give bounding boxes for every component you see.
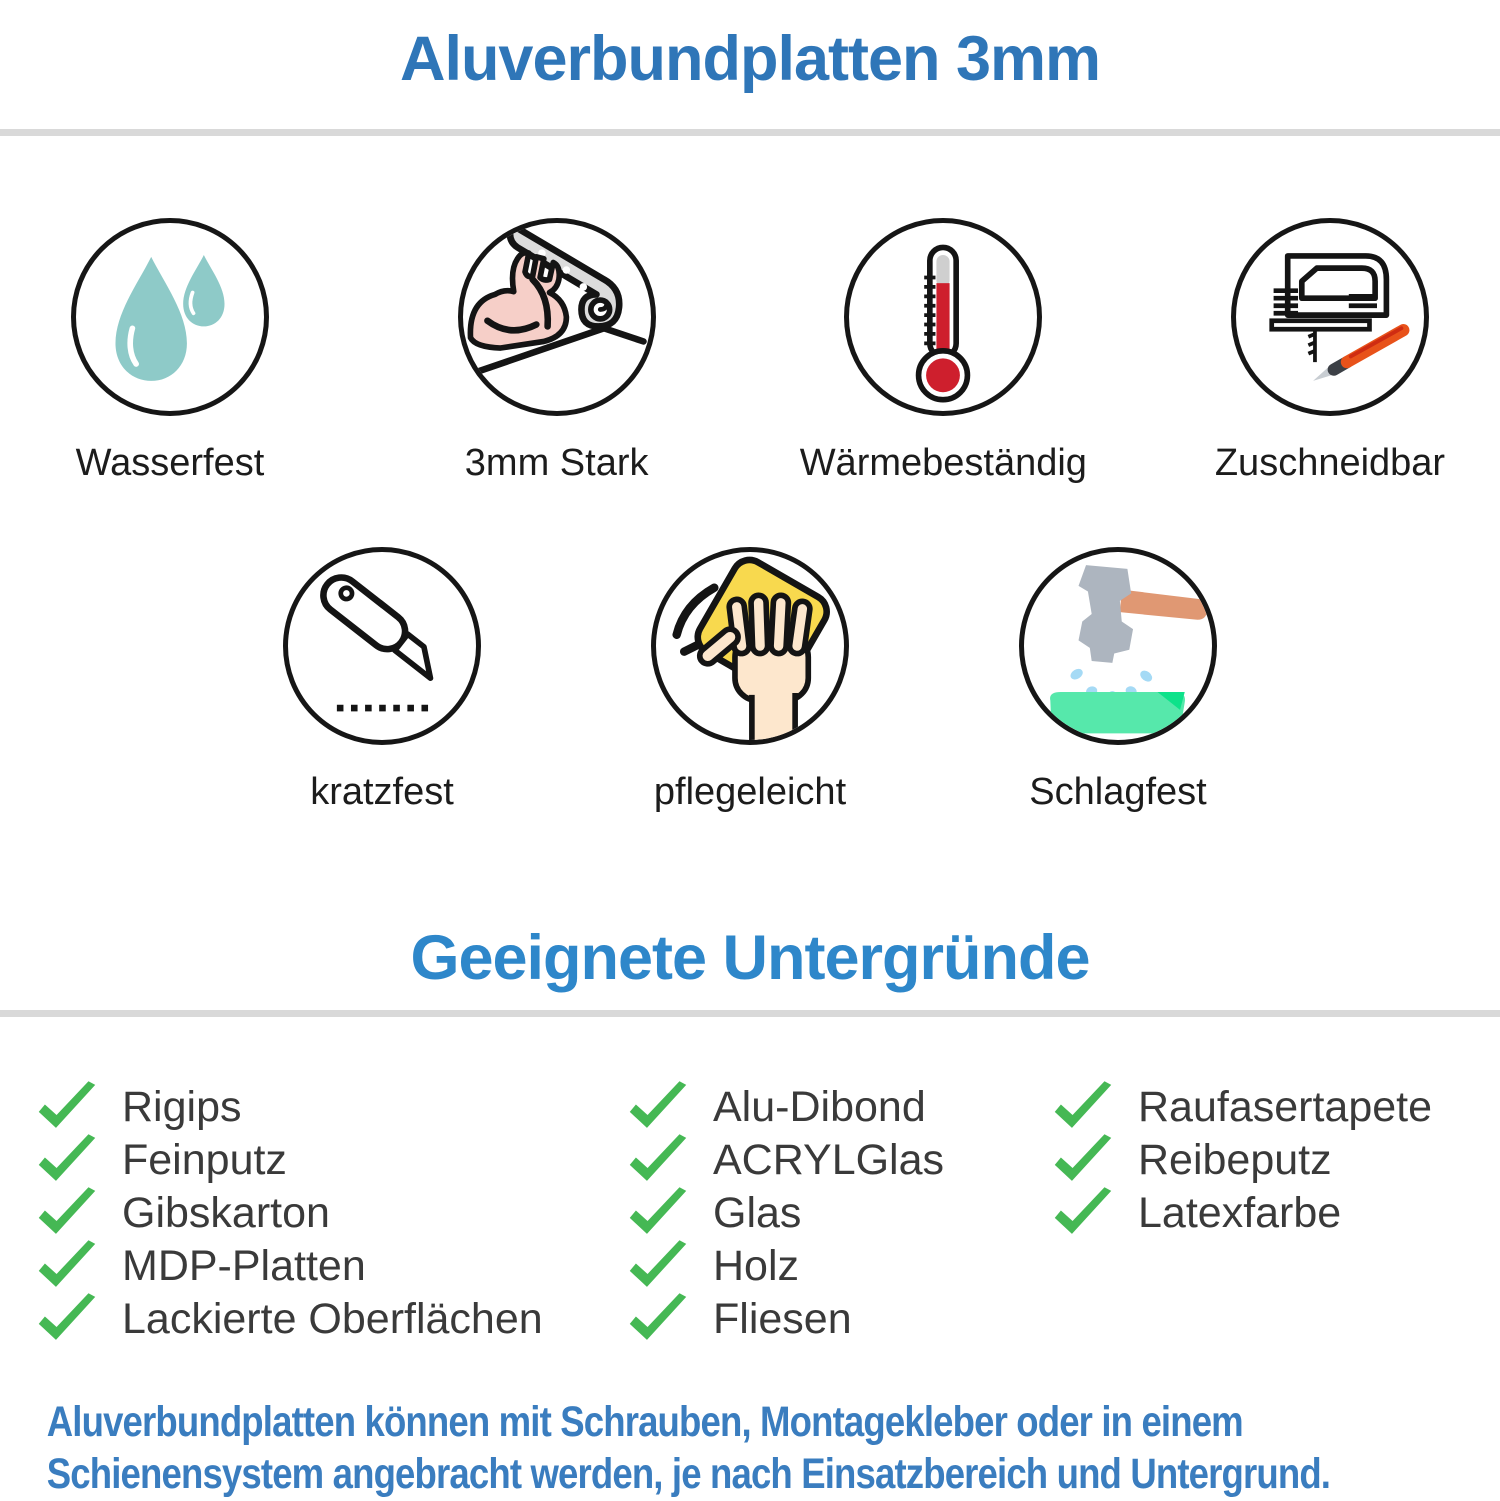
check-icon	[627, 1239, 689, 1293]
hammer-impact-icon	[1019, 547, 1217, 745]
mounting-note-line1: Aluverbundplatten können mit Schrauben, Montagekleber oder in einem	[46, 1397, 1243, 1446]
check-icon	[36, 1080, 98, 1134]
list-item-label: Glas	[713, 1188, 802, 1237]
check-icon	[36, 1186, 98, 1240]
list-item	[1052, 1187, 1500, 1240]
list-item	[36, 1134, 627, 1187]
check-icon	[627, 1080, 689, 1134]
check-icon	[36, 1239, 98, 1293]
check-icon	[1052, 1080, 1114, 1134]
list-item-label: Raufasertapete	[1138, 1082, 1433, 1131]
features-row-1	[0, 218, 1500, 485]
feature-label: Wasserfest	[75, 442, 265, 485]
feature-zuschneidbar	[1214, 218, 1446, 485]
jigsaw-cutter-icon	[1231, 218, 1429, 416]
check-icon	[627, 1133, 689, 1187]
feature-3mm-stark	[458, 218, 656, 485]
feature-label: Zuschneidbar	[1214, 442, 1446, 485]
list-item	[627, 1187, 1052, 1240]
list-item-label: Fliesen	[713, 1294, 852, 1343]
check-icon	[1052, 1186, 1114, 1240]
check-icon	[1052, 1133, 1114, 1187]
page-title: Aluverbundplatten 3mm	[399, 24, 1101, 94]
substrates-list	[0, 1081, 1500, 1346]
divider	[0, 1010, 1500, 1017]
list-item-label: Feinputz	[122, 1135, 287, 1184]
substrates-column-3	[1052, 1081, 1500, 1346]
substrates-column-2	[627, 1081, 1052, 1346]
list-item-label: Holz	[713, 1241, 800, 1290]
water-drops-icon	[71, 218, 269, 416]
flexed-arm-panel-icon	[458, 218, 656, 416]
list-item	[36, 1293, 627, 1346]
feature-label: pflegeleicht	[653, 770, 847, 813]
list-item-label: Gibskarton	[122, 1188, 330, 1237]
mounting-note	[0, 1396, 1331, 1501]
substrates-column-1	[36, 1081, 627, 1346]
utility-knife-icon	[283, 547, 481, 745]
check-icon	[627, 1292, 689, 1346]
section-title: Geeignete Untergründe	[410, 922, 1090, 993]
mounting-note-line2: Schienensystem angebracht werden, je nach Einsatzbereich und Untergrund.	[46, 1450, 1331, 1499]
list-item-label: MDP-Platten	[122, 1241, 366, 1290]
check-icon	[36, 1292, 98, 1346]
feature-waermebestaendig	[799, 218, 1087, 485]
list-item-label: Lackierte Oberflächen	[122, 1294, 543, 1343]
list-item-label: ACRYLGlas	[713, 1135, 945, 1184]
list-item	[36, 1187, 627, 1240]
feature-label: kratzfest	[310, 770, 454, 813]
check-icon	[36, 1133, 98, 1187]
list-item	[627, 1293, 1052, 1346]
divider	[0, 129, 1500, 136]
list-item-label: Alu-Dibond	[713, 1082, 926, 1131]
feature-wasserfest	[71, 218, 269, 485]
list-item	[1052, 1081, 1500, 1134]
thermometer-icon	[844, 218, 1042, 416]
feature-schlagfest	[1019, 547, 1217, 814]
list-item	[1052, 1134, 1500, 1187]
list-item	[627, 1134, 1052, 1187]
list-item-label: Reibeputz	[1138, 1135, 1332, 1184]
list-item-label: Rigips	[122, 1082, 242, 1131]
check-icon	[627, 1186, 689, 1240]
list-item-label: Latexfarbe	[1138, 1188, 1342, 1237]
wiping-hand-icon	[651, 547, 849, 745]
features-row-2	[0, 547, 1500, 814]
feature-label: Schlagfest	[1029, 770, 1207, 813]
feature-label: Wärmebeständig	[799, 442, 1087, 485]
feature-kratzfest	[283, 547, 481, 814]
list-item	[627, 1240, 1052, 1293]
feature-pflegeleicht	[651, 547, 849, 814]
feature-label: 3mm Stark	[464, 442, 649, 485]
list-item	[627, 1081, 1052, 1134]
list-item	[36, 1081, 627, 1134]
list-item	[36, 1240, 627, 1293]
